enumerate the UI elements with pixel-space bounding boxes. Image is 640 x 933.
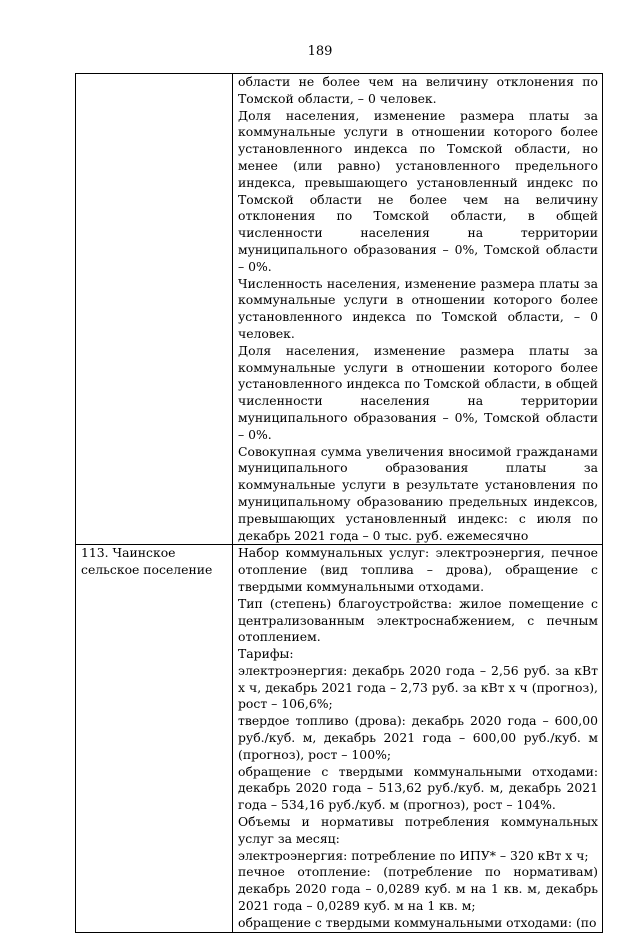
municipality-cell	[76, 74, 233, 545]
paragraph: Тип (степень) благоустройства: жилое помещение с централизованным электроснабжением, с печным отоплением.	[238, 595, 598, 645]
table-row	[76, 74, 603, 545]
paragraph: Численность населения, изменение размера платы за коммунальные услуги в отношении которого более установленного индекса по Томской области, – 0 человек.	[238, 275, 598, 341]
paragraph: Тарифы:	[238, 646, 294, 662]
paragraph: Набор коммунальных услуг: электроэнергия, печное отопление (вид топлива – дрова), обращение с твердыми коммунальными отходами.	[238, 545, 598, 594]
paragraph: Доля населения, изменение размера платы за коммунальные услуги в отношении которого более установленного индекса по Томской области, но менее (или равно) установленного предельного индекса, превышающего установленный индекс по Томской области не более чем на величину отклонения по Томской области, в общей численности населения на территории муниципального образования – 0%, Томской области – 0%.	[238, 107, 598, 274]
paragraph: Доля населения, изменение размера платы за коммунальные услуги в отношении которого более установленного индекса по Томской области, в общей численности населения на территории муниципального образования – 0%, Томской области – 0%.	[238, 342, 598, 442]
table-row	[76, 545, 603, 932]
paragraph: электроэнергия: потребление по ИПУ* – 320 кВт х ч;	[238, 847, 589, 863]
description-cell	[233, 74, 603, 545]
paragraph: печное отопление: (потребление по нормативам) декабрь 2020 года – 0,0289 куб. м на 1 кв. м, декабрь 2021 года – 0,0289 куб. м на 1 кв. м;	[238, 864, 598, 914]
paragraph: Совокупная сумма увеличения вносимой гражданами муниципального образования платы за коммунальные услуги в результате установления по муниципальному образованию предельных индексов, превышающих установленный индекс: с июля по декабрь 2021 года – 0 тыс. руб. ежемесячно	[238, 443, 598, 543]
paragraph: Объемы и нормативы потребления коммунальных услуг за месяц:	[238, 814, 598, 846]
paragraph: обращение с твердыми коммунальными отходами: декабрь 2020 года – 513,62 руб./куб. м, декабрь 2021 года – 534,16 руб./куб. м (прогноз), рост – 104%.	[238, 763, 598, 813]
paragraph: обращение с твердыми коммунальными отходами: (по	[238, 914, 597, 930]
description-cell	[233, 545, 603, 932]
paragraph: области не более чем на величину отклонения по Томской области, – 0 человек.	[238, 74, 598, 106]
municipality-cell: 113. Чаинское сельское поселение	[76, 545, 233, 932]
paragraph: электроэнергия: декабрь 2020 года – 2,56 руб. за кВт х ч, декабрь 2021 года – 2,73 руб. за кВт х ч (прогноз), рост – 106,6%;	[238, 662, 598, 712]
page-number: 189	[307, 44, 333, 59]
paragraph: твердое топливо (дрова): декабрь 2020 года – 600,00 руб./куб. м, декабрь 2021 года – 600,00 руб./куб. м (прогноз), рост – 100%;	[238, 713, 598, 762]
document-table	[75, 73, 603, 933]
